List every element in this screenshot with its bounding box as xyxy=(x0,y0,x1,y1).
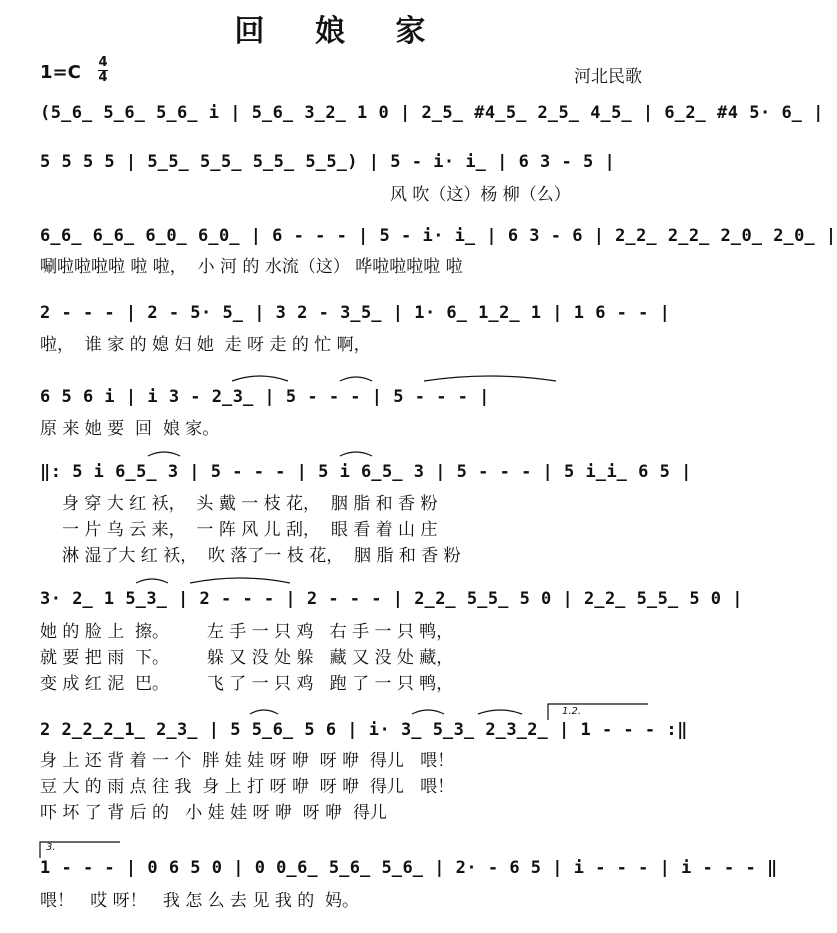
score-row-8-lyric-2: 豆 大 的 雨 点 往 我 身 上 打 呀 咿 呀 咿 得儿 喂！ xyxy=(40,777,455,797)
score-row-7-lyric-1: 她 的 脸 上 擦。 左 手 一 只 鸡 右 手 一 只 鸭， xyxy=(40,622,454,642)
slur-10 xyxy=(478,710,522,714)
score-row-3-notes: 6̲6̲ 6̲6̲ 6̲0̲ 6̲0̲ | 6 - - - | 5 - i· i̲ | 6 3 - 6 | 2̲2̲ 2̲2̲ 2̲0̲ 2̲0̲ | xyxy=(40,226,837,246)
score-row-2-lyric: 风 吹（这）杨 柳（么） xyxy=(390,185,571,205)
slur-3 xyxy=(424,376,556,381)
score-row-4-notes: 2 - - - | 2 - 5· 5̲ | 3 2 - 3̲5̲ | 1· 6̲ 1̲2̲ 1 | 1 6 - - | xyxy=(40,303,671,323)
slur-1 xyxy=(232,376,288,381)
slur-2 xyxy=(340,377,372,381)
score-row-9-lyric: 喂！ 哎 呀！ 我 怎 么 去 见 我 的 妈。 xyxy=(40,891,360,911)
slur-7 xyxy=(190,578,290,583)
score-row-7-notes: 3· 2̲ 1 5̲3̲ | 2 - - - | 2 - - - | 2̲2̲ 5̲5̲ 5 0 | 2̲2̲ 5̲5̲ 5 0 | xyxy=(40,589,744,609)
score-row-8-notes: 2 2̲2̲2̲1̲ 2̲3̲ | 5 5̲6̲ 5 6 | i· 3̲ 5̲3̲ 2̲3̲2̲ | 1 - - - :‖ xyxy=(40,720,688,740)
score-row-5-notes: 6 5 6 i | i 3 - 2̲3̲ | 5 - - - | 5 - - - | xyxy=(40,387,490,407)
score-row-6-notes: ‖: 5 i 6̲5̲ 3 | 5 - - - | 5 i 6̲5̲ 3 | 5 - - - | 5 i̲i̲ 6 5 | xyxy=(40,462,692,482)
ending-3-label: 3. xyxy=(46,842,56,853)
score-row-2-notes: 5 5 5 5 | 5̲5̲ 5̲5̲ 5̲5̲ 5̲5̲) | 5 - i· i̲ | 6 3 - 5 | xyxy=(40,152,616,172)
score-row-6-lyric-2: 一 片 乌 云 来， 一 阵 风 儿 刮， 眼 看 着 山 庄 xyxy=(62,520,438,540)
meter-top: 4 xyxy=(98,55,108,70)
volta-1-2 xyxy=(548,704,648,720)
score-row-4-lyric: 啦， 谁 家 的 媳 妇 她 走 呀 走 的 忙 啊， xyxy=(40,335,371,355)
volta-3 xyxy=(40,842,120,858)
score-row-7-lyric-2: 就 要 把 雨 下。 躲 又 没 处 躲 藏 又 没 处 藏， xyxy=(40,648,454,668)
song-title: 回 娘 家 xyxy=(234,14,446,49)
slur-4 xyxy=(148,452,180,456)
score-row-6-lyric-3: 淋 湿了大 红 袄， 吹 落了一 枝 花， 胭 脂 和 香 粉 xyxy=(62,546,461,566)
score-row-7-lyric-3: 变 成 红 泥 巴。 飞 了 一 只 鸡 跑 了 一 只 鸭， xyxy=(40,674,454,694)
score-row-6-lyric-1: 身 穿 大 红 袄， 头 戴 一 枝 花， 胭 脂 和 香 粉 xyxy=(62,494,438,514)
score-row-8-lyric-3: 吓 坏 了 背 后 的 小 娃 娃 呀 咿 呀 咿 得儿 xyxy=(40,803,387,823)
score-row-9-notes: 1 - - - | 0 6 5 0 | 0 0̲6̲ 5̲6̲ 5̲6̲ | 2· - 6 5 | i - - - | i - - - ‖ xyxy=(40,858,778,878)
slur-6 xyxy=(136,579,168,583)
score-row-1-notes: (5̲6̲ 5̲6̲ 5̲6̲ i | 5̲6̲ 3̲2̲ 1 0 | 2̲5̲ #4̲5̲ 2̲5̲ 4̲5̲ | 6̲2̲ #4 5· 6̲ | xyxy=(40,103,824,123)
meter-bottom: 4 xyxy=(98,70,108,85)
key-signature: 1=C xyxy=(40,62,81,83)
slur-9 xyxy=(412,710,444,714)
score-row-5-lyric: 原 来 她 要 回 娘 家。 xyxy=(40,419,220,439)
score-row-8-lyric-1: 身 上 还 背 着 一 个 胖 娃 娃 呀 咿 呀 咿 得儿 喂！ xyxy=(40,751,455,771)
slur-8 xyxy=(250,710,278,714)
ending-1-2-label: 1.2. xyxy=(562,706,582,717)
score-row-3-lyric: 唰啦啦啦啦 啦 啦， 小 河 的 水流（这） 哗啦啦啦啦 啦 xyxy=(40,257,463,277)
slur-5 xyxy=(340,452,372,456)
song-source: 河北民歌 xyxy=(574,67,642,87)
